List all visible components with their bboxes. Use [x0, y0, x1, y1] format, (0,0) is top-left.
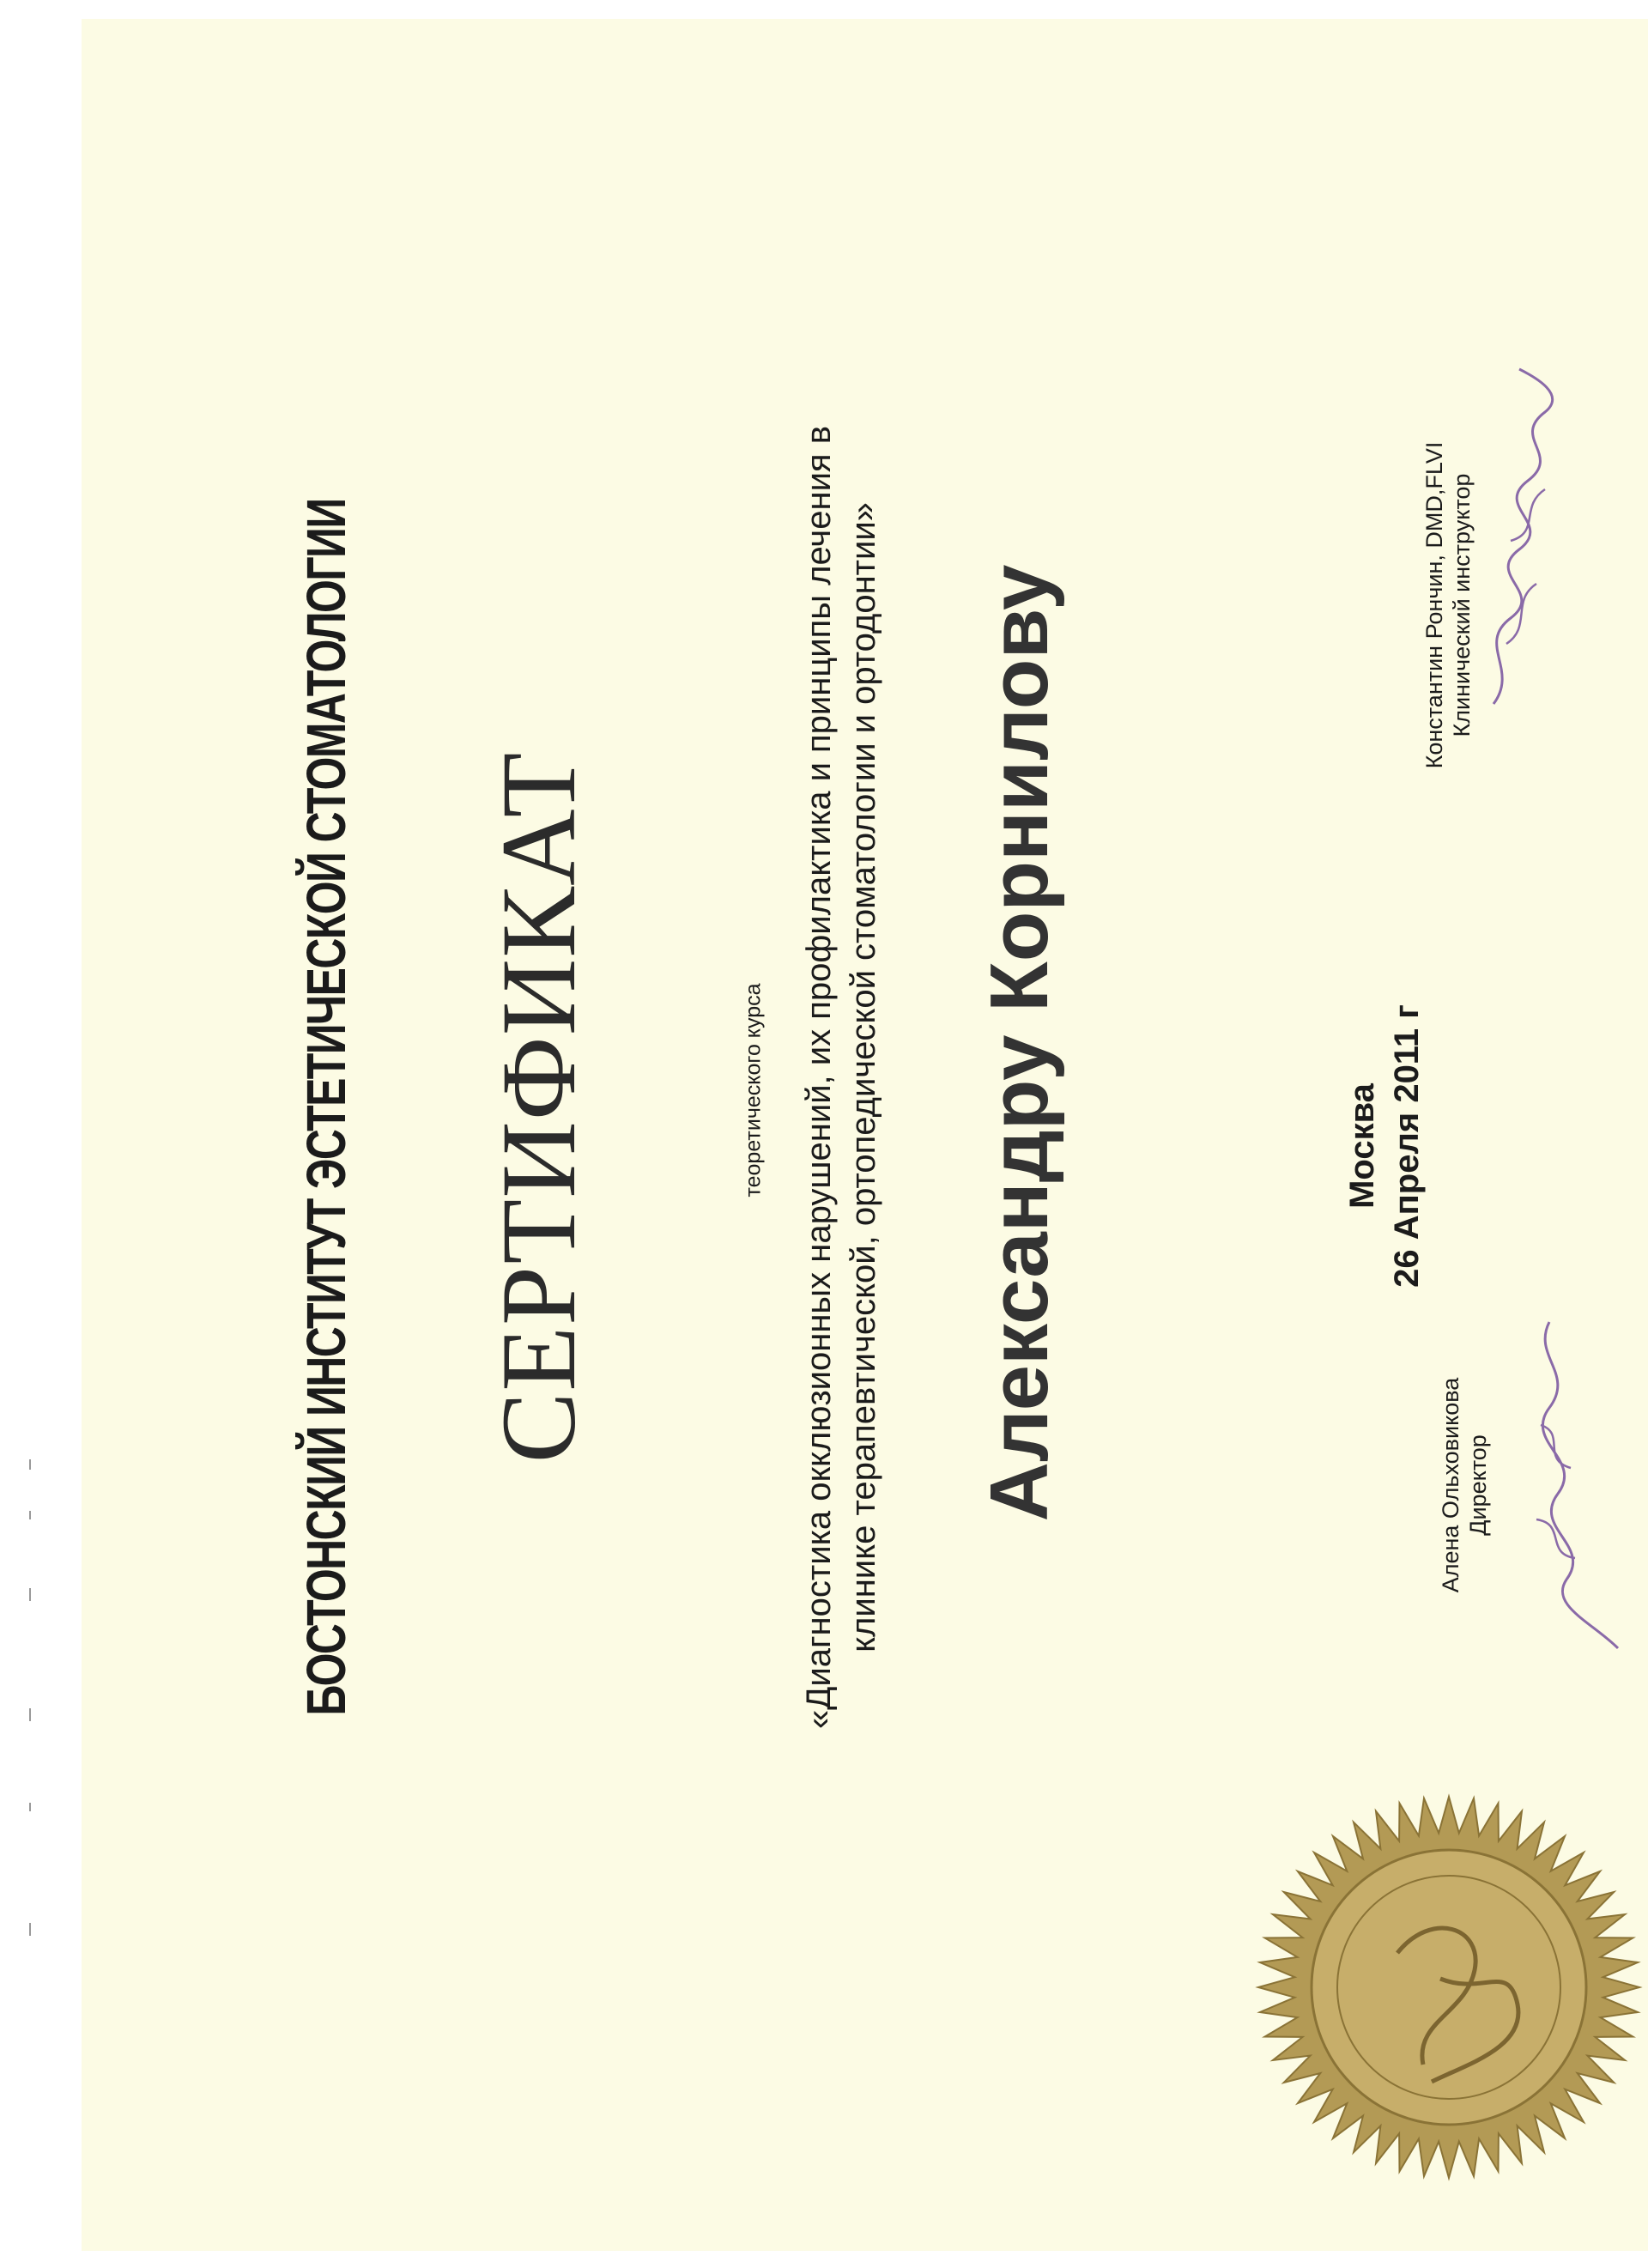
recipient-name: Александру Корнилову: [973, 564, 1065, 1522]
city: Москва: [1343, 1083, 1381, 1209]
institute-heading: БОСТОНСКИЙ ИНСТИТУТ ЭСТЕТИЧЕСКОЙ СТОМАТОЛОГИИ: [295, 499, 357, 1716]
certificate-title: СЕРТИФИКАТ: [480, 751, 597, 1464]
director-signature: [1498, 1305, 1627, 1657]
director-block: [1437, 1378, 1492, 1593]
date: 26 Апреля 2011 г: [1388, 1004, 1426, 1288]
scan-edge-marks: [17, 1459, 43, 1940]
place-date: [1340, 1004, 1429, 1288]
instructor-signature: [1459, 361, 1579, 721]
course-name: [797, 391, 886, 1764]
instructor-role: Клинический инструктор: [1449, 473, 1475, 737]
director-name: Алена Ольховикова: [1438, 1377, 1463, 1593]
gold-seal: [1251, 1790, 1646, 2185]
instructor-name: Константин Рончин, DMD,FLVI: [1421, 441, 1447, 769]
course-name-line-2: клинике терапевтической, ортопедической стоматологии и ортодонтии»: [845, 502, 882, 1652]
course-name-line-1: «Диагностика окклюзионных нарушений, их профилактика и принципы лечения в: [800, 426, 838, 1729]
director-role: Директор: [1465, 1434, 1491, 1536]
course-label: теоретического курса: [741, 983, 766, 1198]
